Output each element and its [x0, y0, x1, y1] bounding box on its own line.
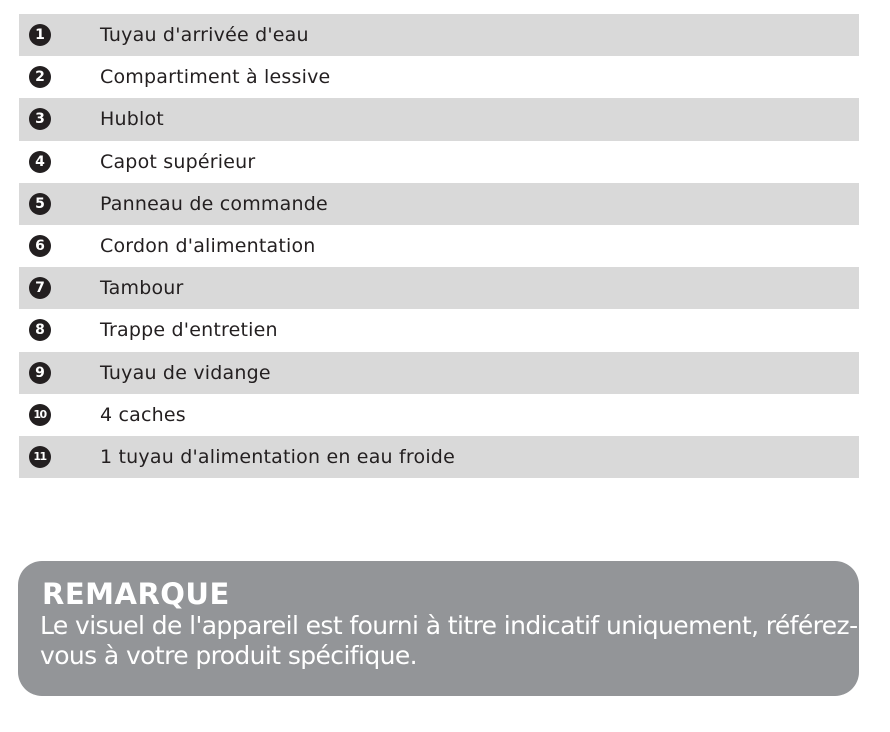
number-badge-10: 10: [29, 404, 51, 426]
part-label-5: Panneau de commande: [100, 192, 328, 215]
number-badge-5: 5: [29, 193, 51, 215]
part-label-10: 4 caches: [100, 403, 186, 426]
part-label-2: Compartiment à lessive: [100, 66, 331, 89]
part-label-7: Tambour: [100, 277, 184, 300]
number-badge-8: 8: [29, 319, 51, 341]
number-badge-6: 6: [29, 235, 51, 257]
part-row-4: [19, 141, 859, 183]
number-badge-7: 7: [29, 277, 51, 299]
number-badge-4: 4: [29, 151, 51, 173]
part-label-4: Capot supérieur: [100, 150, 256, 173]
part-row-2: [19, 56, 859, 98]
part-row-7: [19, 267, 859, 309]
number-badge-2: 2: [29, 66, 51, 88]
part-row-6: [19, 225, 859, 267]
part-row-9: [19, 352, 859, 394]
part-label-8: Trappe d'entretien: [100, 319, 278, 342]
part-label-1: Tuyau d'arrivée d'eau: [100, 24, 309, 47]
remark-text: Le visuel de l'appareil est fourni à titre indicatif uniquement, référez-vous à votre produit spécifique.: [40, 611, 858, 670]
number-badge-9: 9: [29, 362, 51, 384]
part-row-11: [19, 436, 859, 478]
part-row-10: [19, 394, 859, 436]
part-row-3: [19, 98, 859, 140]
number-badge-1: 1: [29, 24, 51, 46]
remark-title: REMARQUE: [42, 577, 230, 611]
number-badge-11: 11: [29, 446, 51, 468]
part-label-3: Hublot: [100, 108, 164, 131]
remark-box: [18, 561, 859, 696]
part-row-5: [19, 183, 859, 225]
part-row-8: [19, 309, 859, 351]
part-label-6: Cordon d'alimentation: [100, 235, 316, 258]
part-label-11: 1 tuyau d'alimentation en eau froide: [100, 445, 455, 468]
parts-list: [19, 14, 859, 478]
part-row-1: [19, 14, 859, 56]
number-badge-3: 3: [29, 108, 51, 130]
part-label-9: Tuyau de vidange: [100, 361, 271, 384]
